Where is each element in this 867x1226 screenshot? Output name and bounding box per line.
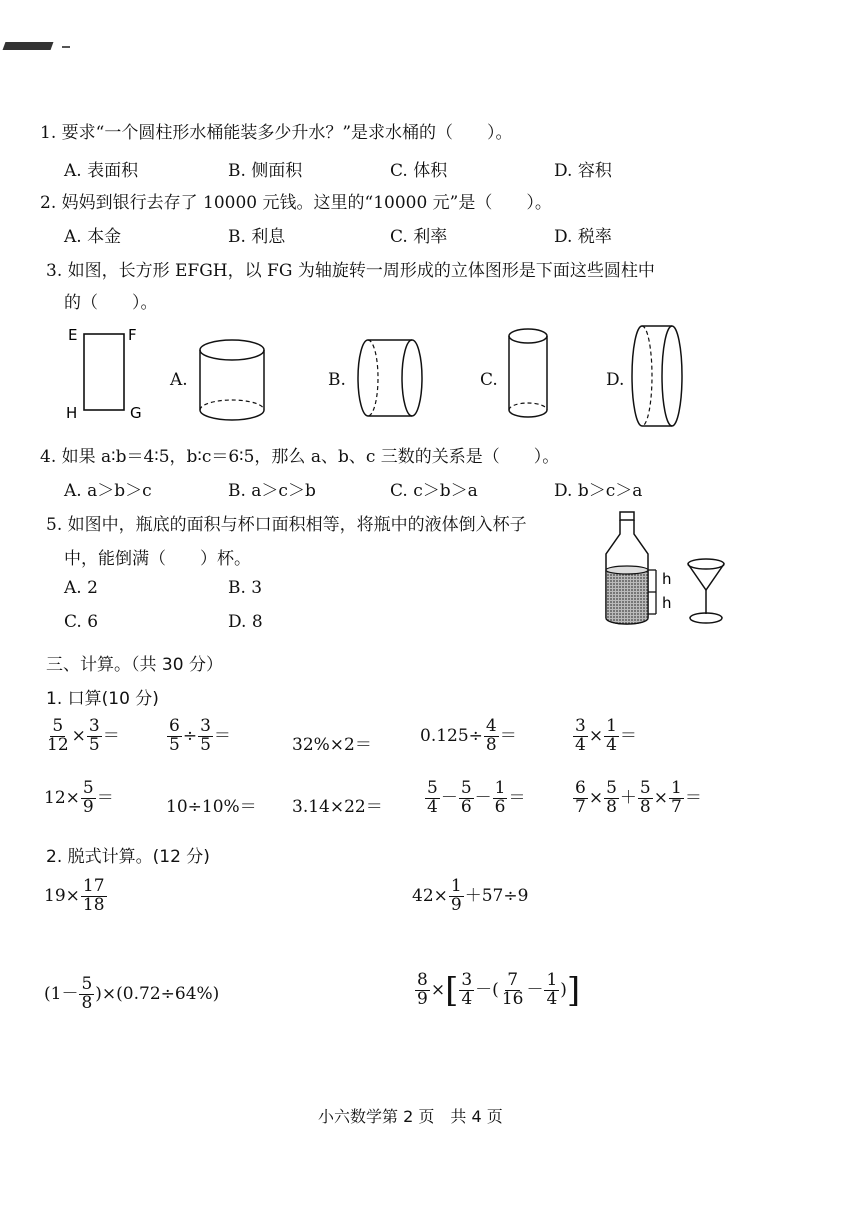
oral-r1-c2: $\frac{6}{5}$ ÷ $\frac{3}{5}$ ＝ [169, 716, 231, 755]
q3-option-d-letter: D. [606, 370, 625, 390]
cylinder-c-figure [504, 326, 556, 422]
h-label-upper: h [662, 570, 672, 588]
q2-option-c: C. 利率 [390, 227, 448, 247]
cocktail-glass [688, 559, 724, 623]
q4-stem: 4. 如果 a∶b＝4∶5，b∶c＝6∶5，那么 a、b、c 三数的关系是（ ）。 [40, 447, 560, 467]
scan-artifact [3, 42, 54, 50]
cylinder-a-figure [196, 334, 270, 426]
q5-stem-line2: 中，能倒满（ ）杯。 [64, 549, 251, 569]
oral-r1-c1: $\frac{5}{12}$ × $\frac{3}{5}$ ＝ [47, 716, 120, 755]
step-calc-4: $\frac{8}{9}$ ×[ $\frac{3}{4}$ －( $\frac{7}{16}$ － $\frac{1}{4}$ )] [417, 970, 581, 1011]
height-markers [648, 570, 656, 614]
page-footer: 小六数学第 2 页 共 4 页 [318, 1107, 503, 1126]
label-h: H [66, 404, 78, 422]
q4-option-b: B. a＞c＞b [228, 481, 316, 501]
q4-option-c: C. c＞b＞a [390, 481, 478, 501]
bottle-and-glass-figure [598, 508, 732, 632]
rectangle-efgh-figure [60, 322, 160, 422]
oral-r2-c3: 3.14×22＝ [292, 797, 383, 817]
q3-stem-line2: 的（ ）。 [64, 293, 158, 313]
step-calc-2: 42× $\frac{1}{9}$ ＋57÷9 [412, 876, 529, 915]
step-calc-heading: 2. 脱式计算。(12 分) [46, 847, 210, 867]
oral-r1-c4: 0.125÷ $\frac{4}{8}$ ＝ [420, 716, 517, 755]
step-calc-1: 19× $\frac{17}{18}$ [44, 876, 105, 915]
q2-option-b: B. 利息 [228, 227, 286, 247]
q2-option-d: D. 税率 [554, 227, 612, 247]
label-f: F [128, 326, 137, 344]
oral-r2-c5: $\frac{6}{7}$ × $\frac{5}{8}$ ＋ $\frac{5}{8}$ × $\frac{1}{7}$ ＝ [575, 778, 702, 817]
q1-option-a: A. 表面积 [64, 161, 139, 181]
q3-stem-line1: 3. 如图，长方形 EFGH，以 FG 为轴旋转一周形成的立体图形是下面这些圆柱中 [46, 261, 655, 281]
cylinder-d-figure [628, 320, 688, 432]
q1-stem: 1. 要求“一个圆柱形水桶能装多少升水？”是求水桶的（ ）。 [40, 123, 513, 143]
q5-option-d: D. 8 [228, 612, 263, 632]
q5-option-b: B. 3 [228, 578, 263, 598]
oral-r1-c5: $\frac{3}{4}$ × $\frac{1}{4}$ ＝ [575, 716, 637, 755]
q1-option-b: B. 侧面积 [228, 161, 303, 181]
q2-stem: 2. 妈妈到银行去存了 10000 元钱。这里的“10000 元”是（ ）。 [40, 193, 552, 213]
q5-option-a: A. 2 [64, 578, 98, 598]
q3-option-b-letter: B. [328, 370, 346, 390]
rectangle-efgh [84, 334, 124, 410]
bottle [606, 512, 648, 624]
h-label-lower: h [662, 594, 672, 612]
q3-option-c-letter: C. [480, 370, 498, 390]
oral-r1-c3: 32%×2＝ [292, 735, 372, 755]
q1-option-c: C. 体积 [390, 161, 448, 181]
cylinder-b-figure [354, 334, 428, 426]
q4-option-a: A. a＞b＞c [64, 481, 152, 501]
oral-r2-c1: 12× $\frac{5}{9}$ ＝ [44, 778, 114, 817]
step-calc-3: (1－ $\frac{5}{8}$ )×(0.72÷64%) [44, 974, 220, 1013]
q3-option-a-letter: A. [170, 370, 188, 390]
oral-r2-c2: 10÷10%＝ [166, 797, 257, 817]
q1-option-d: D. 容积 [554, 161, 612, 181]
q2-option-a: A. 本金 [64, 227, 122, 247]
label-g: G [130, 404, 142, 422]
q5-stem-line1: 5. 如图中，瓶底的面积与杯口面积相等，将瓶中的液体倒入杯子 [46, 515, 527, 535]
label-e: E [68, 326, 78, 344]
q5-option-c: C. 6 [64, 612, 99, 632]
oral-calc-heading: 1. 口算(10 分) [46, 689, 159, 709]
scan-artifact-dot [62, 46, 70, 48]
oral-r2-c4: $\frac{5}{4}$ － $\frac{5}{6}$ － $\frac{1}{6}$ ＝ [427, 778, 526, 817]
q4-option-d: D. b＞c＞a [554, 481, 643, 501]
section-3-title: 三、计算。（共 30 分） [46, 655, 223, 675]
